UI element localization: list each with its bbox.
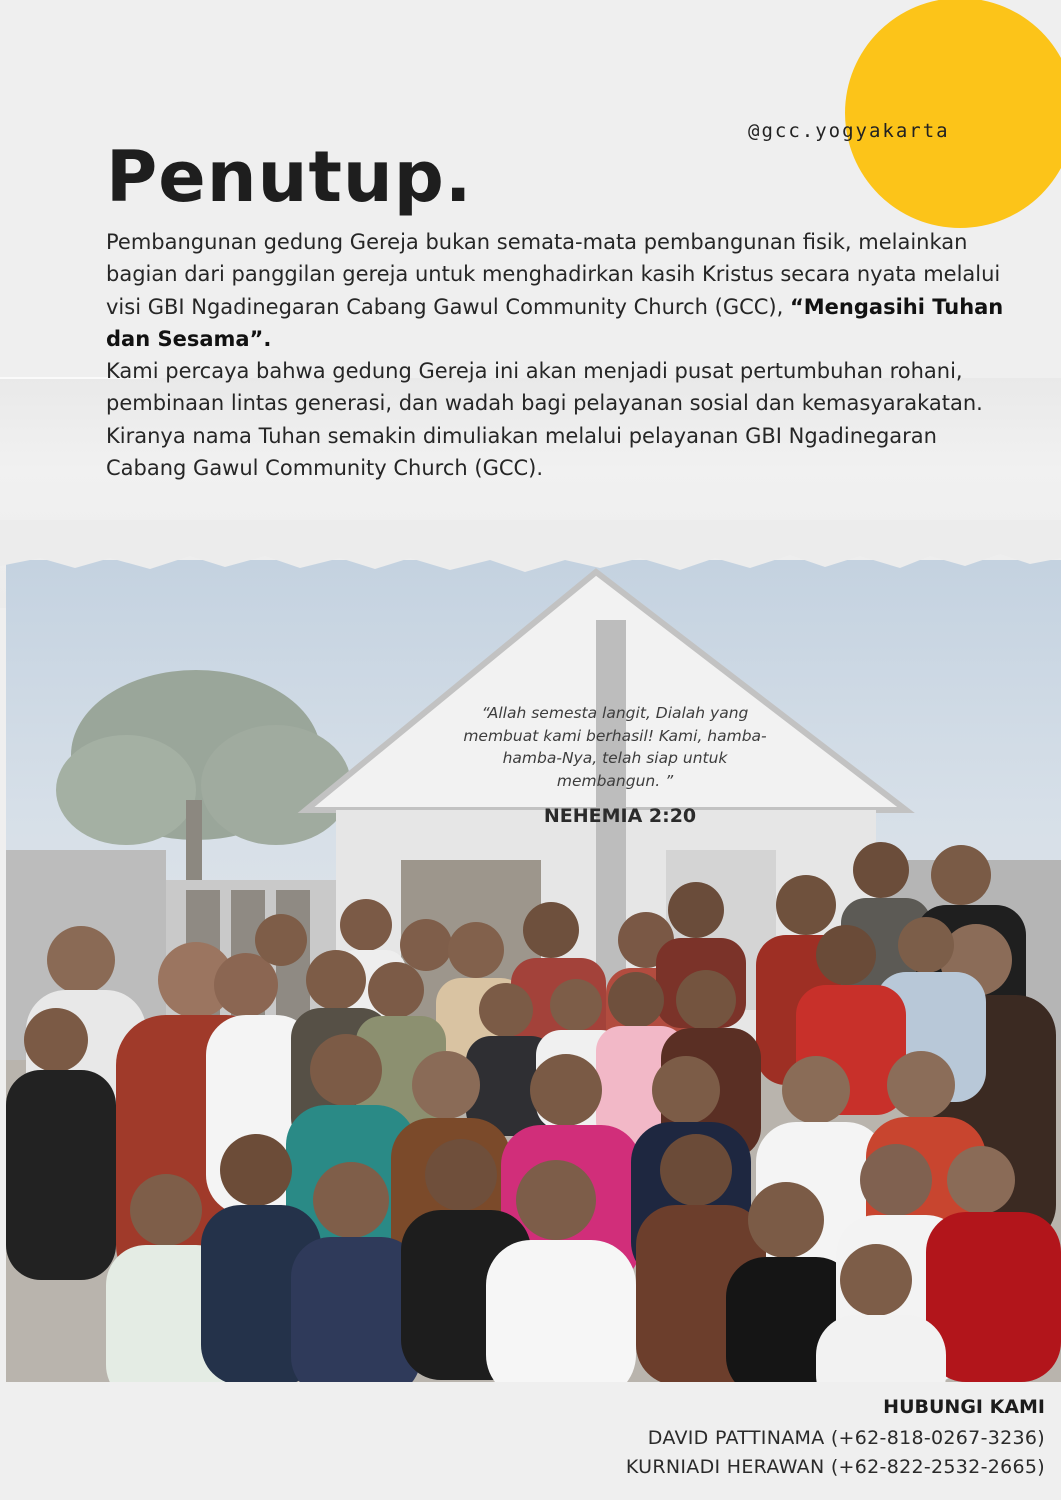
verse-reference: NEHEMIA 2:20 bbox=[543, 805, 697, 827]
paragraph-1-text: Pembangunan gedung Gereja bukan semata-mata pembangunan fisik, melainkan bagian dari panggilan gereja untuk menghadirkan kasih Kristus secara nyata melalui visi GBI Ngadinegaran Cabang Gawul Community Church (GCC), bbox=[106, 230, 1001, 319]
contact-block bbox=[626, 1396, 1045, 1482]
contact-person-1: DAVID PATTINAMA (+62-818-0267-3236) bbox=[647, 1427, 1045, 1449]
paragraph-3: Kiranya nama Tuhan semakin dimuliakan melalui pelayanan GBI Ngadinegaran Cabang Gawul Community Church (GCC). bbox=[106, 423, 937, 481]
social-handle: @gcc.yogyakarta bbox=[748, 120, 950, 142]
church-group-photo bbox=[6, 560, 1061, 1382]
yellow-circle-decoration bbox=[845, 0, 1061, 228]
paragraph-1 bbox=[106, 226, 1006, 355]
bible-verse: “Allah semesta langit, Dialah yang membuat kami berhasil! Kami, hamba-hamba-Nya, telah siap untuk membangun. ” bbox=[463, 704, 767, 790]
church-illustration bbox=[6, 560, 1061, 1382]
torn-paper-edge bbox=[0, 520, 1061, 600]
contact-title: HUBUNGI KAMI bbox=[883, 1396, 1045, 1418]
closing-body-text bbox=[106, 226, 1006, 484]
paragraph-2: Kami percaya bahwa gedung Gereja ini akan menjadi pusat pertumbuhan rohani, pembinaan lintas generasi, dan wadah bagi pelayanan sosial dan kemasyarakatan. bbox=[106, 359, 983, 416]
contact-person-2: KURNIADI HERAWAN (+62-822-2532-2665) bbox=[625, 1456, 1045, 1478]
page-title: Penutup. bbox=[106, 136, 473, 218]
vision-motto: “Mengasihi Tuhan dan Sesama”. bbox=[106, 294, 1004, 351]
